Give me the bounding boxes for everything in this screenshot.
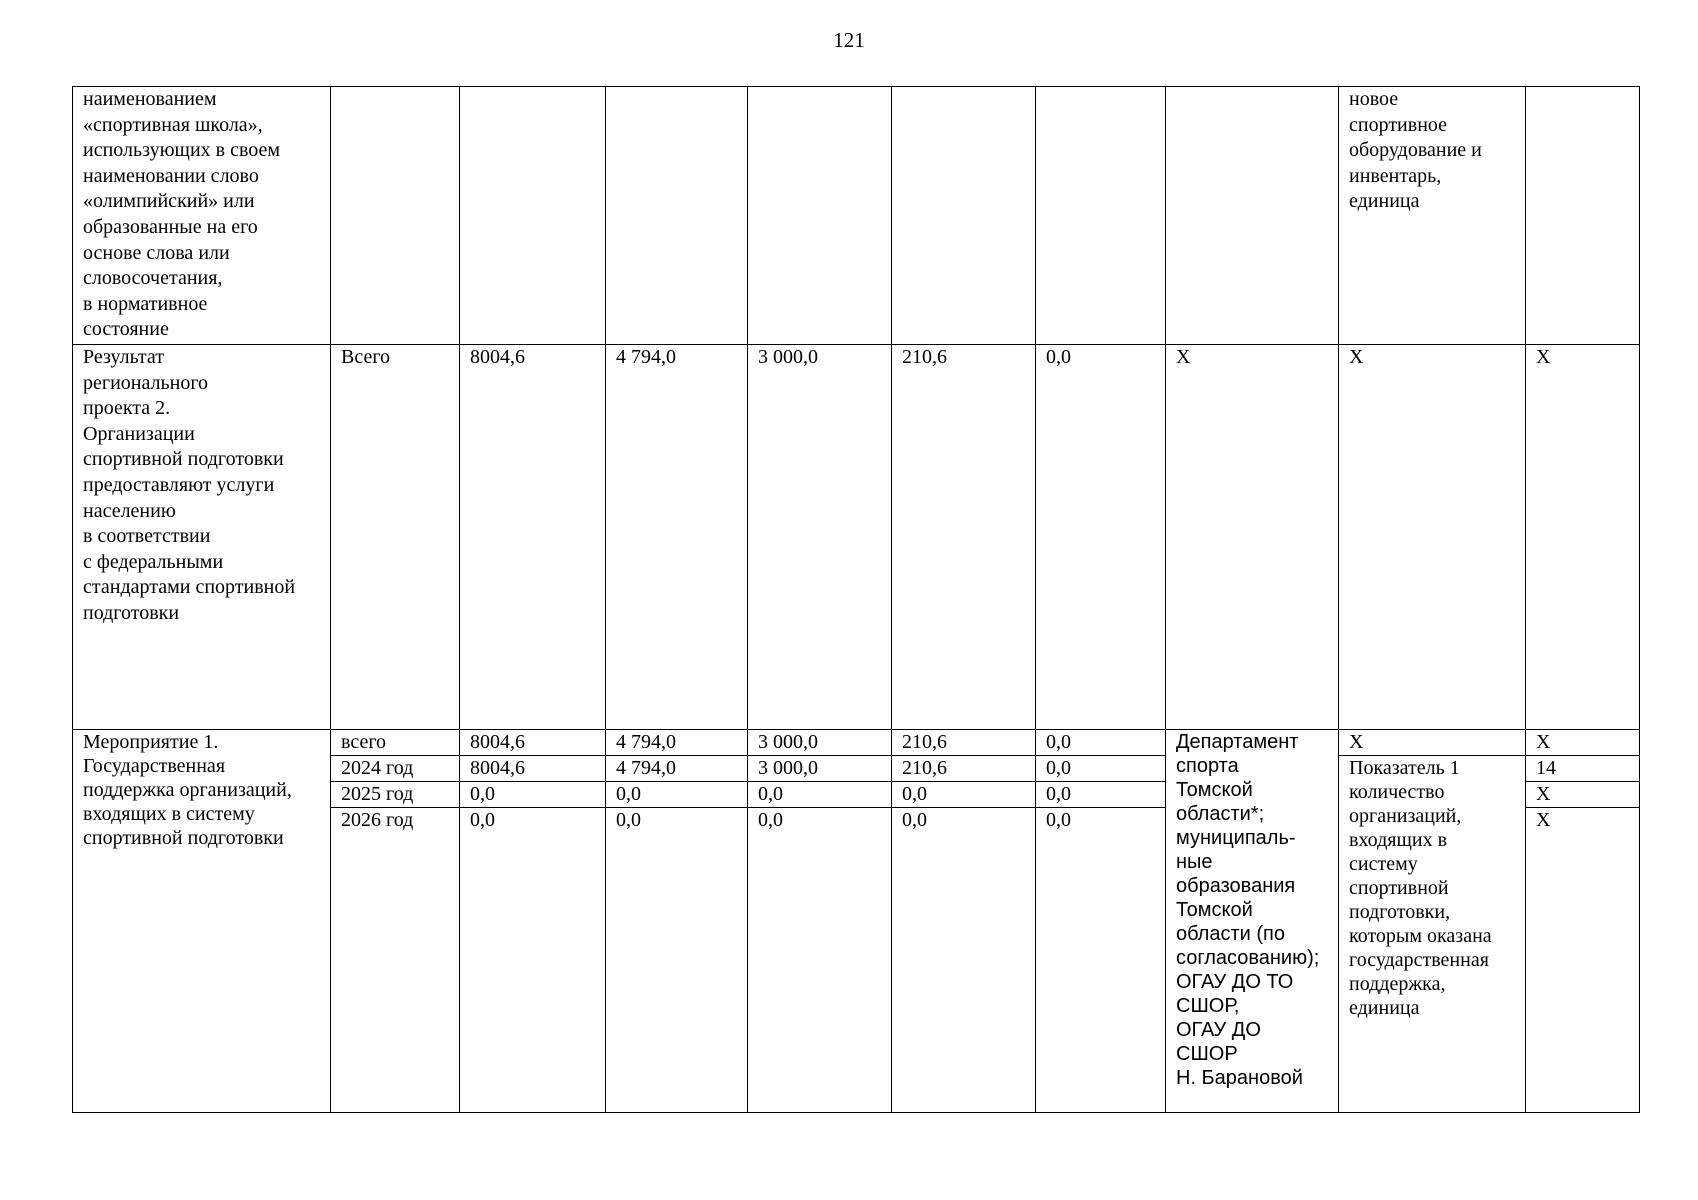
cell-executor [1166, 87, 1339, 345]
cell-local: 0,0 [892, 782, 1036, 808]
cell-period: 2024 год [331, 756, 460, 782]
cell-regional: 3 000,0 [748, 345, 892, 730]
cell-other: 0,0 [1036, 782, 1166, 808]
cell-regional [748, 87, 892, 345]
cell-regional: 3 000,0 [748, 730, 892, 756]
cell-other: 0,0 [1036, 345, 1166, 730]
cell-total: 8004,6 [460, 730, 606, 756]
cell-other [1036, 87, 1166, 345]
cell-name: наименованием «спортивная школа», использующих в своем наименовании слово «олимпийский» или образованные на его основe слова или словосочетания, в нормативное состояние [73, 87, 331, 345]
cell-name: Мероприятие 1. Государственная поддержка организаций, входящих в систему спортивной подготовки [73, 730, 331, 1113]
table-row-measure-total [73, 730, 1640, 756]
cell-total [460, 87, 606, 345]
cell-indicator-value: Х [1526, 345, 1640, 730]
cell-local: 210,6 [892, 345, 1036, 730]
cell-total: 8004,6 [460, 345, 606, 730]
cell-local [892, 87, 1036, 345]
cell-executor: Х [1166, 345, 1339, 730]
cell-local: 210,6 [892, 730, 1036, 756]
cell-indicator-value: Х [1526, 782, 1640, 808]
cell-regional: 0,0 [748, 808, 892, 1113]
cell-federal: 0,0 [606, 808, 748, 1113]
cell-indicator: Показатель 1 количество организаций, входящих в систему спортивной подготовки, которым оказана государственная поддержка, единица [1339, 756, 1526, 1113]
cell-period: Всего [331, 345, 460, 730]
cell-indicator-value: 14 [1526, 756, 1640, 782]
cell-total: 0,0 [460, 808, 606, 1113]
cell-executor: Департамент спорта Томской области*; муниципаль- ные образования Томской области (по согласованию); ОГАУ ДО ТО СШОР, ОГАУ ДО СШОР Н. Барановой [1166, 730, 1339, 1113]
cell-federal: 4 794,0 [606, 730, 748, 756]
cell-other: 0,0 [1036, 756, 1166, 782]
cell-total: 0,0 [460, 782, 606, 808]
cell-federal: 4 794,0 [606, 345, 748, 730]
cell-indicator: Х [1339, 345, 1526, 730]
cell-federal: 4 794,0 [606, 756, 748, 782]
cell-federal [606, 87, 748, 345]
cell-other: 0,0 [1036, 730, 1166, 756]
cell-indicator: новое спортивное оборудование и инвентарь, единица [1339, 87, 1526, 345]
cell-federal: 0,0 [606, 782, 748, 808]
cell-other: 0,0 [1036, 808, 1166, 1113]
cell-indicator-value [1526, 87, 1640, 345]
cell-indicator-value: Х [1526, 730, 1640, 756]
cell-period: 2025 год [331, 782, 460, 808]
budget-table [72, 86, 1640, 1113]
cell-regional: 0,0 [748, 782, 892, 808]
cell-period: 2026 год [331, 808, 460, 1113]
table-row-continuation [73, 87, 1640, 345]
cell-period [331, 87, 460, 345]
cell-indicator: Х [1339, 730, 1526, 756]
page-number: 121 [833, 28, 865, 52]
cell-indicator-value: Х [1526, 808, 1640, 1113]
table-row-result [73, 345, 1640, 730]
cell-regional: 3 000,0 [748, 756, 892, 782]
cell-period: всего [331, 730, 460, 756]
cell-local: 0,0 [892, 808, 1036, 1113]
cell-total: 8004,6 [460, 756, 606, 782]
cell-local: 210,6 [892, 756, 1036, 782]
cell-name: Результат регионального проекта 2. Организации спортивной подготовки предоставляют услуги населению в соответствии с федеральными стандартами спортивной подготовки [73, 345, 331, 730]
